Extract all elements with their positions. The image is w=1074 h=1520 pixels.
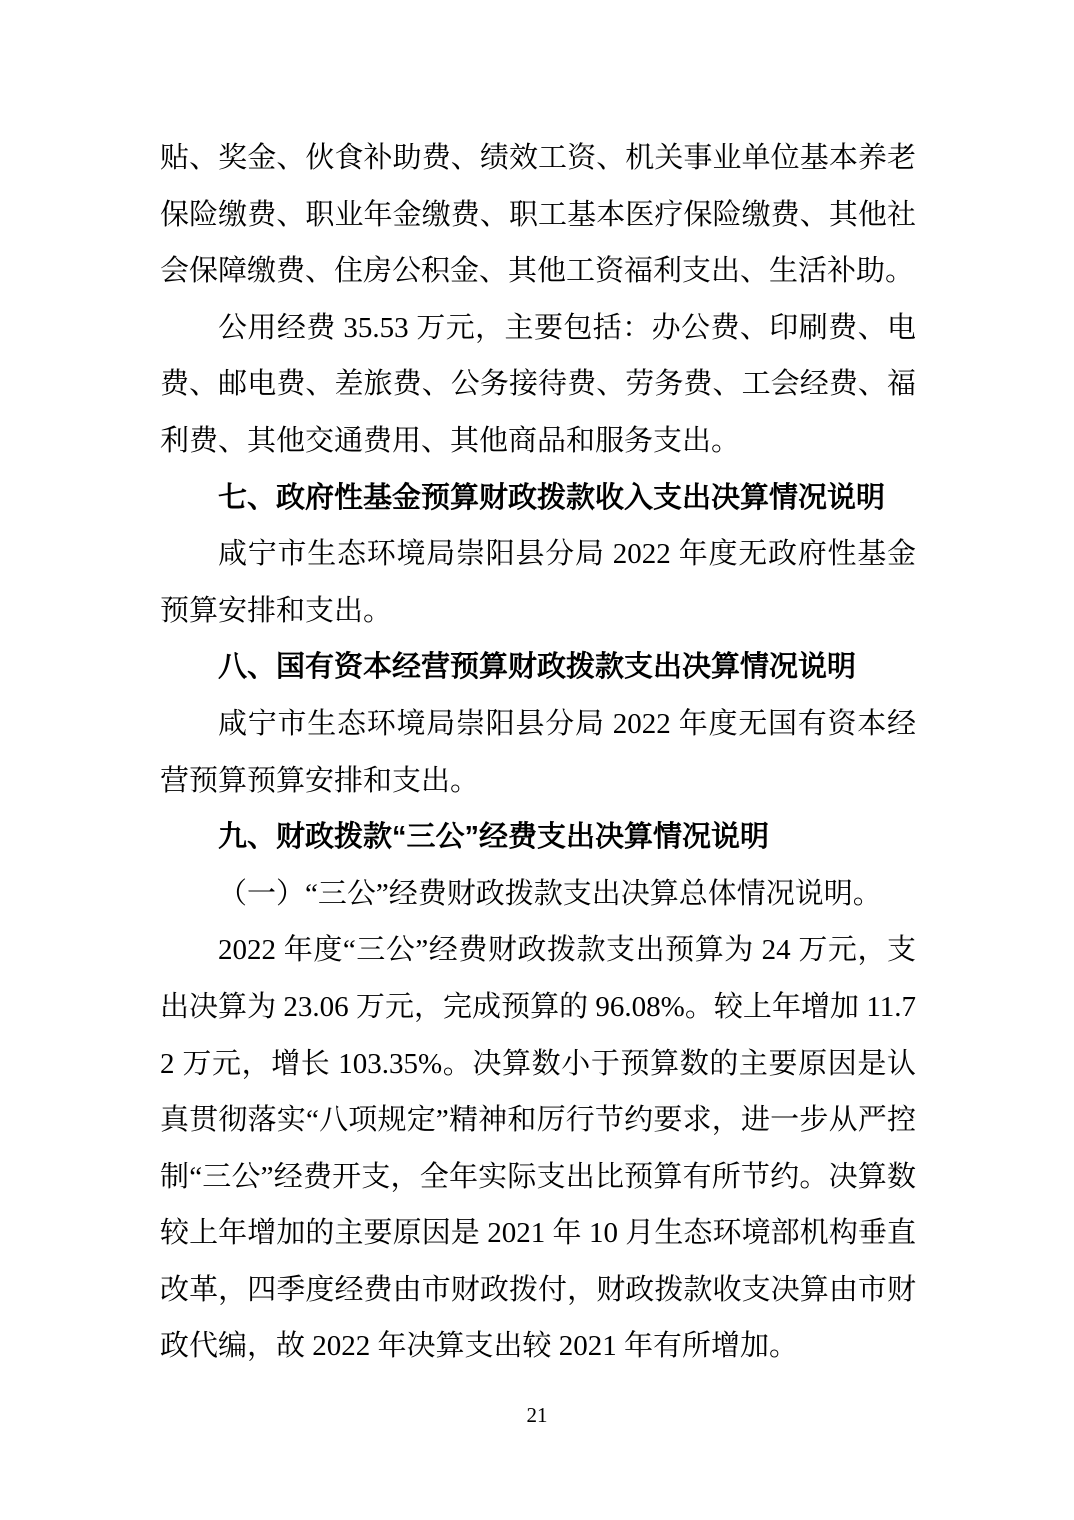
document-content — [160, 130, 916, 1375]
state-capital-paragraph: 咸宁市生态环境局崇阳县分局 2022 年度无国有资本经营预算预算安排和支出。 — [160, 707, 916, 797]
three-public-details-paragraph: 2022 年度“三公”经费财政拨款支出预算为 24 万元，支出决算为 23.06 万元，完成预算的 96.08%。较上年增加 11.72 万元，增长 103.35%。决算数小于预算数的主要原因是认真贯彻落实“八项规定”精神和厉行节约要求，进一步从严控制“三公”经费开支，全年实际支出比预算有所节约。决算数较上年增加的主要原因是 2021 年 10 月生态环境部机构垂直改革，四季度经费由市财政拨付，财政拨款收支决算由市财政代编，故 2022 年决算支出较 2021 年有所增加。 — [160, 934, 916, 1363]
wage-welfare-continuation-paragraph: 贴、奖金、伙食补助费、绩效工资、机关事业单位基本养老保险缴费、职业年金缴费、职工基本医疗保险缴费、其他社会保障缴费、住房公积金、其他工资福利支出、生活补助。 — [160, 142, 916, 288]
three-public-overview-subheading: （一）“三公”经费财政拨款支出决算总体情况说明。 — [218, 877, 882, 910]
section-heading-state-capital: 八、国有资本经营预算财政拨款支出决算情况说明 — [218, 651, 857, 684]
public-expense-paragraph: 公用经费 35.53 万元，主要包括：办公费、印刷费、电费、邮电费、差旅费、公务接待费、劳务费、工会经费、福利费、其他交通费用、其他商品和服务支出。 — [160, 311, 916, 457]
section-heading-three-public-expenses: 九、财政拨款“三公”经费支出决算情况说明 — [218, 821, 770, 854]
government-funds-paragraph: 咸宁市生态环境局崇阳县分局 2022 年度无政府性基金预算安排和支出。 — [160, 538, 916, 627]
section-heading-government-funds: 七、政府性基金预算财政拨款收入支出决算情况说明 — [218, 481, 886, 514]
page-number: 21 — [526, 1403, 548, 1427]
